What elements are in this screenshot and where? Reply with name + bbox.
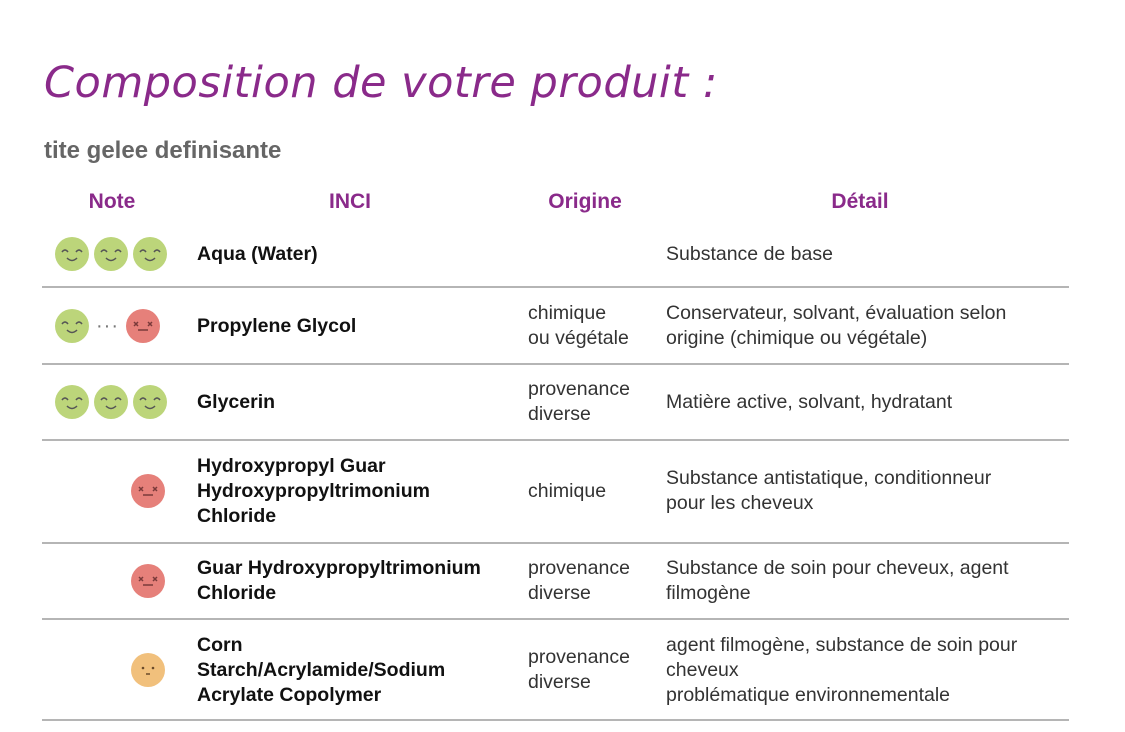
row-divider xyxy=(42,719,1069,721)
inci-name: Hydroxypropyl Guar Hydroxypropyltrimonium Chloride xyxy=(197,454,430,527)
inci-name: Propylene Glycol xyxy=(197,314,357,337)
origine-text: provenance diverse xyxy=(528,378,630,425)
rating-note xyxy=(130,442,166,540)
table-row xyxy=(0,442,1125,540)
origine-text: provenance diverse xyxy=(528,557,630,604)
inci-name: Guar Hydroxypropyltrimonium Chloride xyxy=(197,557,481,604)
rating-note xyxy=(54,290,161,362)
origine-text: chimique ou végétale xyxy=(528,302,629,349)
row-divider xyxy=(42,542,1069,544)
row-divider xyxy=(42,363,1069,365)
row-divider xyxy=(42,439,1069,441)
detail-text: agent filmogène, substance de soin pour cheveux problématique environnementale xyxy=(666,633,1018,706)
detail-text: Matière active, solvant, hydratant xyxy=(666,390,953,413)
rating-note xyxy=(130,621,166,719)
table-row xyxy=(0,621,1125,719)
header-note: Note xyxy=(88,190,136,213)
detail-text: Substance antistatique, conditionneur pour les cheveux xyxy=(666,467,992,514)
table-row xyxy=(0,366,1125,438)
row-divider xyxy=(42,618,1069,620)
page-title: Composition de votre produit : xyxy=(44,58,718,108)
sick-face-icon xyxy=(130,563,166,599)
inci-name: Glycerin xyxy=(197,390,276,413)
sick-face-icon xyxy=(125,308,161,344)
row-divider xyxy=(42,286,1069,288)
rating-note xyxy=(130,545,166,617)
header-detail: Détail xyxy=(831,190,889,213)
detail-text: Substance de soin pour cheveux, agent filmogène xyxy=(666,557,1009,604)
rating-note xyxy=(54,366,168,438)
origine-text: chimique xyxy=(528,479,607,502)
range-dots: ··· xyxy=(96,314,119,337)
happy-face-icon xyxy=(132,236,168,272)
neutral-face-icon xyxy=(130,652,166,688)
table-row xyxy=(0,225,1125,283)
inci-name: Aqua (Water) xyxy=(197,242,318,265)
table-row xyxy=(0,290,1125,362)
happy-face-icon xyxy=(93,236,129,272)
product-name: tite gelee definisante xyxy=(44,137,282,164)
table-row xyxy=(0,545,1125,617)
origine-text: provenance diverse xyxy=(528,646,630,693)
detail-text: Substance de base xyxy=(666,242,833,265)
rating-note xyxy=(54,225,168,283)
happy-face-icon xyxy=(93,384,129,420)
happy-face-icon xyxy=(54,236,90,272)
happy-face-icon xyxy=(54,308,90,344)
happy-face-icon xyxy=(132,384,168,420)
header-origine: Origine xyxy=(548,190,622,213)
detail-text: Conservateur, solvant, évaluation selon origine (chimique ou végétale) xyxy=(666,302,1007,349)
inci-name: Corn Starch/Acrylamide/Sodium Acrylate Copolymer xyxy=(197,633,446,706)
happy-face-icon xyxy=(54,384,90,420)
sick-face-icon xyxy=(130,473,166,509)
header-inci: INCI xyxy=(329,190,371,213)
